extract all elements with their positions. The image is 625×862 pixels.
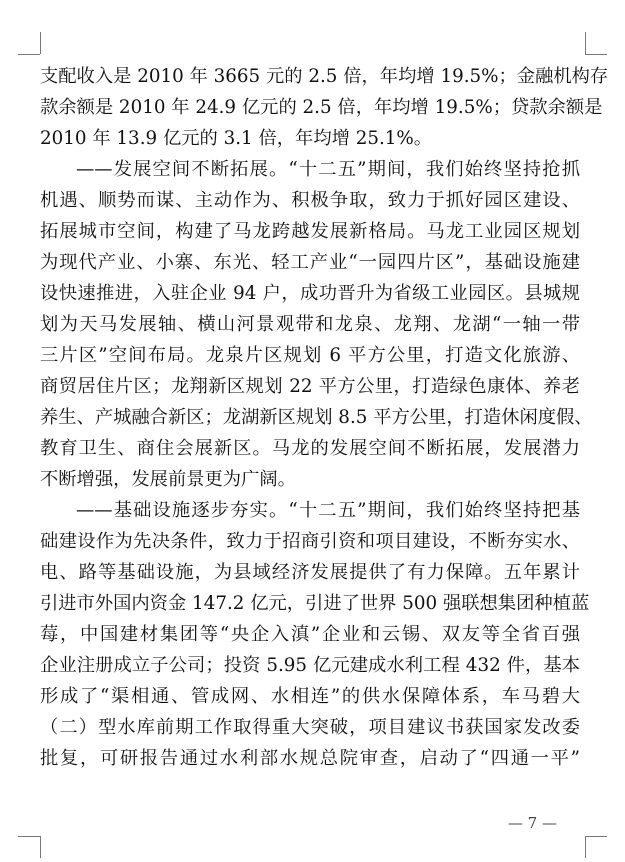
text-line: 设快速推进，入驻企业 94 户，成功晋升为省级工业园区。县城规	[40, 283, 580, 304]
text-line: 形成了“渠相通、管成网、水相连”的供水保障体系，车马碧大	[40, 686, 580, 707]
text-line: 电、路等基础设施，为县域经济发展提供了有力保障。五年累计	[40, 562, 580, 583]
text-line: 批复，可研报告通过水利部水规总院审查，启动了“四通一平”	[40, 748, 580, 769]
text-line: 养生、产城融合新区；龙湖新区规划 8.5 平方公里，打造休闲度假、	[40, 407, 593, 428]
text-line: 企业注册成立子公司；投资 5.95 亿元建成水利工程 432 件，基本	[40, 655, 580, 676]
page-number: — 7 —	[507, 814, 557, 832]
crop-mark-top-left-vertical	[40, 32, 41, 54]
text-line: 支配收入是 2010 年 3665 元的 2.5 倍，年均增 19.5%；金融机构存	[40, 66, 609, 87]
text-line: 不断增强，发展前景更为广阔。	[40, 469, 296, 490]
body-text	[40, 61, 609, 774]
text-line: 础建设作为先决条件，致力于招商引资和项目建设，不断夯实水、	[40, 531, 580, 552]
text-line: 教育卫生、商住会展新区。马龙的发展空间不断拓展，发展潜力	[40, 438, 580, 459]
crop-mark-top-right-vertical	[585, 32, 586, 54]
text-line: 为现代产业、小寨、东光、轻工产业“一园四片区”，基础设施建	[40, 252, 580, 273]
crop-mark-bottom-left-vertical	[40, 836, 41, 858]
text-line: （二）型水库前期工作取得重大突破，项目建议书获国家发改委	[40, 717, 580, 738]
text-line: 商贸居住片区；龙翔新区规划 22 平方公里，打造绿色康体、养老	[40, 376, 580, 397]
text-line: 拓展城市空间，构建了马龙跨越发展新格局。马龙工业园区规划	[40, 221, 580, 242]
paragraph-heading-line: ——发展空间不断拓展。“十二五”期间，我们始终坚持抢抓	[76, 159, 580, 180]
crop-mark-bottom-right-horizontal	[585, 836, 607, 837]
text-line: 划为天马发展轴、横山河景观带和龙泉、龙翔、龙湖“一轴一带	[40, 314, 580, 335]
crop-mark-bottom-left-horizontal	[18, 836, 40, 837]
crop-mark-bottom-right-vertical	[585, 836, 586, 858]
crop-mark-top-right-horizontal	[585, 54, 607, 55]
text-line: 2010 年 13.9 亿元的 3.1 倍，年均增 25.1%。	[40, 128, 433, 149]
text-line: 三片区”空间布局。龙泉片区规划 6 平方公里，打造文化旅游、	[40, 345, 580, 366]
paragraph-heading-line: ——基础设施逐步夯实。“十二五”期间，我们始终坚持把基	[76, 500, 580, 521]
text-line: 机遇、顺势而谋、主动作为、积极争取，致力于抓好园区建设、	[40, 190, 580, 211]
text-line: 莓，中国建材集团等“央企入滇”企业和云锡、双友等全省百强	[40, 624, 580, 645]
crop-mark-top-left-horizontal	[18, 54, 40, 55]
text-line: 引进市外国内资金 147.2 亿元，引进了世界 500 强联想集团种植蓝	[40, 593, 590, 614]
text-line: 款余额是 2010 年 24.9 亿元的 2.5 倍，年均增 19.5%；贷款余额是	[40, 97, 603, 118]
